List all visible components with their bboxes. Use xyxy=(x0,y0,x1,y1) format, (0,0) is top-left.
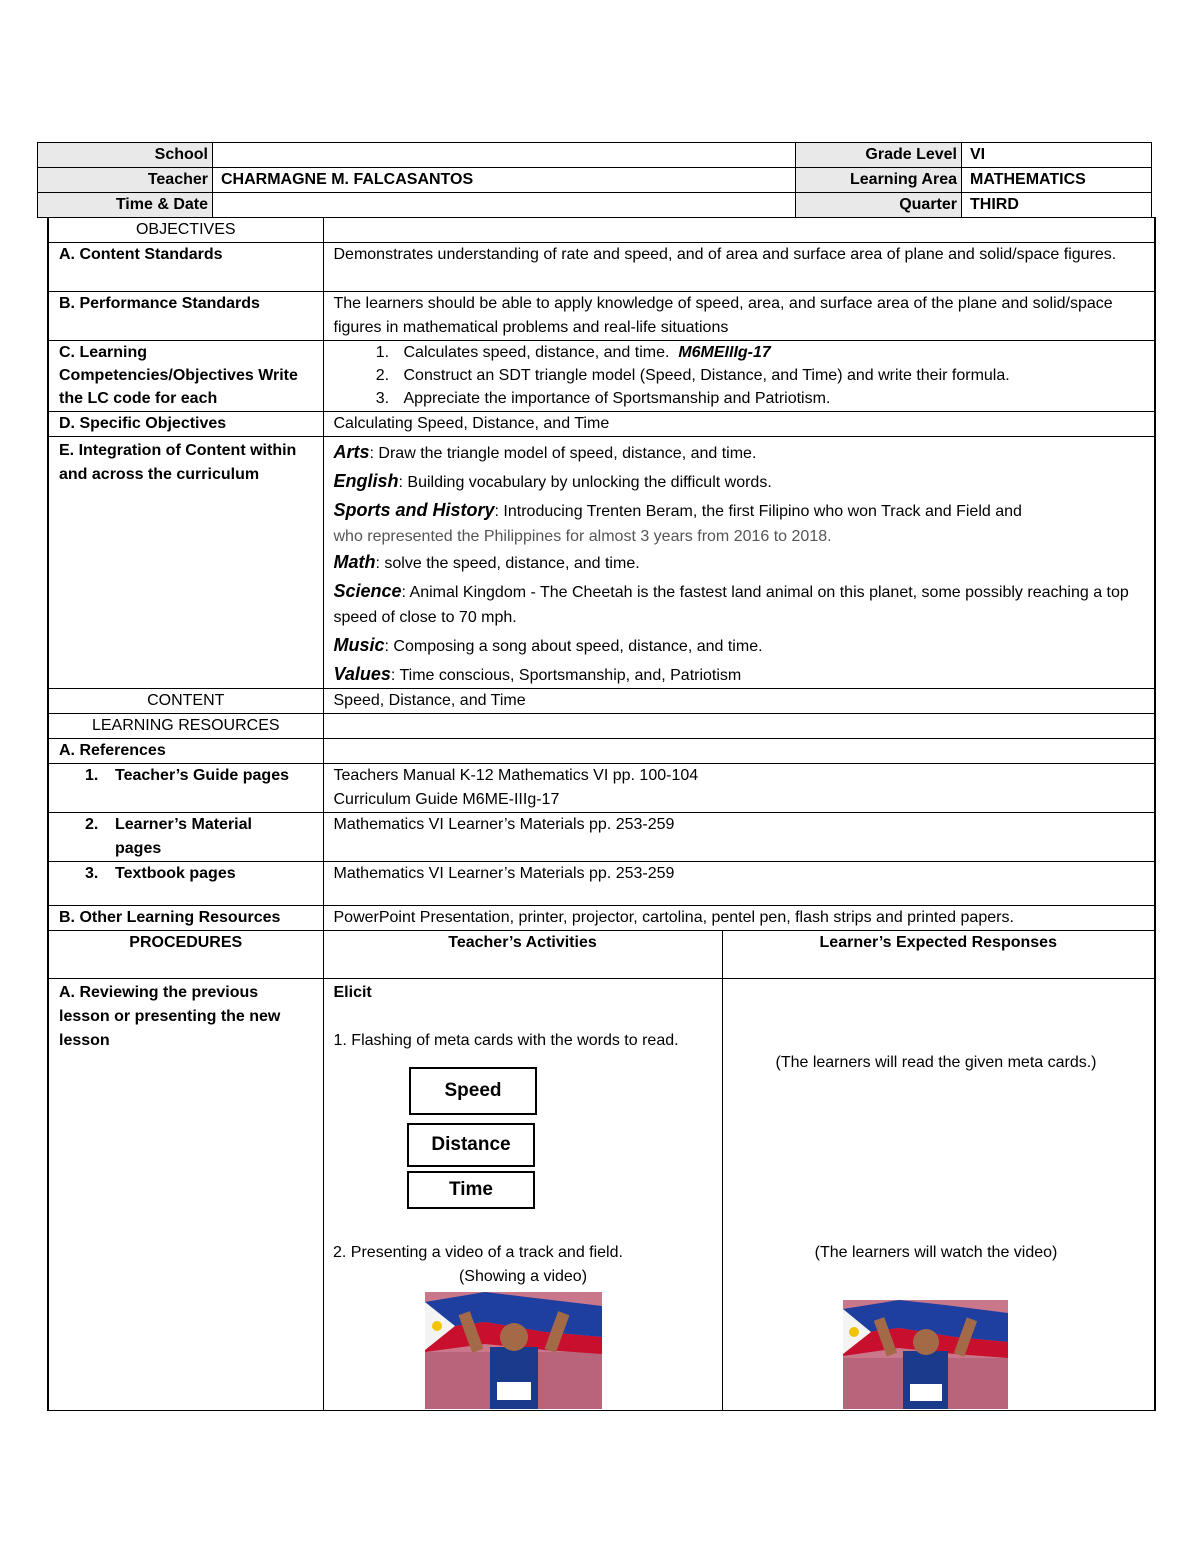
athlete-flag-image xyxy=(843,1300,1008,1409)
subject-science: Science xyxy=(333,581,402,601)
learning-resources-heading: LEARNING RESOURCES xyxy=(48,714,323,739)
header-table xyxy=(37,142,1152,218)
subject-values: Values xyxy=(333,664,391,684)
content-row xyxy=(48,689,1155,714)
step-2-note: (Showing a video) xyxy=(458,1268,588,1285)
grade-level-label: Grade Level xyxy=(796,143,962,168)
other-resources-text: PowerPoint Presentation, printer, projector, cartolina, pentel pen, flash strips and printed papers. xyxy=(323,906,1155,931)
textbook-row xyxy=(48,862,1155,906)
other-resources-row xyxy=(48,906,1155,931)
teacher-value: CHARMAGNE M. FALCASANTOS xyxy=(213,168,796,193)
competencies-list xyxy=(334,341,1145,410)
content-standards-label: A. Content Standards xyxy=(48,243,323,292)
integration-english xyxy=(334,469,1145,495)
teachers-guide-label: Teacher’s Guide pages xyxy=(115,767,289,784)
meta-card-distance: Distance xyxy=(407,1123,535,1167)
subject-math: Math xyxy=(333,552,376,572)
integration-label: E. Integration of Content within and across the curriculum xyxy=(48,437,323,689)
competency-text: Appreciate the importance of Sportsmanship and Patriotism. xyxy=(403,390,831,407)
content-standards-text: Demonstrates understanding of rate and speed, and of area and surface area of plane and solid/space figures. xyxy=(323,243,1155,292)
subject-arts: Arts xyxy=(333,442,370,462)
subject-music: Music xyxy=(333,635,385,655)
competencies-label: C. Learning Competencies/Objectives Write the LC code for each xyxy=(48,341,323,412)
content-text: Speed, Distance, and Time xyxy=(323,689,1155,714)
integration-text: : Time conscious, Sportsmanship, and, Patriotism xyxy=(390,667,742,684)
objectives-heading-empty xyxy=(323,218,1155,243)
integration-text: : Composing a song about speed, distance, and time. xyxy=(384,638,763,655)
lesson-plan-table xyxy=(47,217,1156,1411)
competency-item xyxy=(394,364,1145,387)
integration-text: : Draw the triangle model of speed, distance, and time. xyxy=(369,445,757,462)
textbook-label: Textbook pages xyxy=(115,865,236,882)
procedures-heading-row xyxy=(48,931,1155,979)
elicit-label: Elicit xyxy=(333,984,372,1001)
specific-objectives-label: D. Specific Objectives xyxy=(48,412,323,437)
integration-sports-history xyxy=(334,498,1145,524)
competency-item xyxy=(394,387,1145,410)
quarter-value: THIRD xyxy=(962,193,1152,218)
integration-music xyxy=(334,633,1145,659)
specific-objectives-row xyxy=(48,412,1155,437)
teachers-guide-row xyxy=(48,764,1155,813)
competency-text: Construct an SDT triangle model (Speed, Distance, and Time) and write their formula. xyxy=(403,367,1010,384)
integration-text: : Animal Kingdom - The Cheetah is the fastest land animal on this planet, some possibly reaching a top speed of close to 70 mph. xyxy=(333,584,1129,626)
meta-card-time: Time xyxy=(407,1171,535,1209)
teacher-activities-heading: Teacher’s Activities xyxy=(323,931,722,979)
quarter-label: Quarter xyxy=(796,193,962,218)
learners-material-row xyxy=(48,813,1155,862)
learning-area-label: Learning Area xyxy=(796,168,962,193)
textbook-text: Mathematics VI Learner’s Materials pp. 253-259 xyxy=(323,862,1155,906)
objectives-heading: OBJECTIVES xyxy=(48,218,323,243)
review-label: A. Reviewing the previous lesson or presenting the new lesson xyxy=(48,979,323,1411)
header-row-time xyxy=(38,193,1152,218)
references-empty xyxy=(323,739,1155,764)
integration-sports-history-continuation: who represented the Philippines for almost 3 years from 2016 to 2018. xyxy=(333,528,832,545)
learning-resources-empty xyxy=(323,714,1155,739)
header-row-school xyxy=(38,143,1152,168)
objectives-heading-row xyxy=(48,218,1155,243)
performance-standards-label: B. Performance Standards xyxy=(48,292,323,341)
competency-text: Calculates speed, distance, and time. xyxy=(403,344,670,361)
procedures-heading: PROCEDURES xyxy=(48,931,323,979)
school-label: School xyxy=(38,143,213,168)
lc-code: M6MEIIIg-17 xyxy=(678,344,771,361)
athlete-flag-image xyxy=(425,1292,602,1409)
subject-english: English xyxy=(333,471,399,491)
specific-objectives-text: Calculating Speed, Distance, and Time xyxy=(323,412,1155,437)
integration-row xyxy=(48,437,1155,689)
content-standards-row xyxy=(48,243,1155,292)
grade-level-value: VI xyxy=(962,143,1152,168)
learners-material-num: 2. xyxy=(85,816,99,833)
step-2-text: 2. Presenting a video of a track and field. xyxy=(333,1244,623,1261)
subject-sports-history: Sports and History xyxy=(333,500,495,520)
athlete-photo-teacher xyxy=(425,1292,602,1409)
references-label: A. References xyxy=(48,739,323,764)
performance-standards-text: The learners should be able to apply knowledge of speed, area, and surface area of the plane and solid/space figures in mathematical problems and real-life situations xyxy=(323,292,1155,341)
integration-math xyxy=(334,550,1145,576)
learning-area-value: MATHEMATICS xyxy=(962,168,1152,193)
competency-item xyxy=(394,341,1145,364)
school-value xyxy=(213,143,796,168)
learners-material-label: Learner’s Material pages xyxy=(115,816,252,857)
athlete-photo-learner xyxy=(843,1300,1008,1409)
performance-standards-row xyxy=(48,292,1155,341)
textbook-label-cell xyxy=(48,862,323,906)
teachers-guide-label-cell xyxy=(48,764,323,813)
competencies-list-cell xyxy=(323,341,1155,412)
teachers-guide-num: 1. xyxy=(85,767,99,784)
step-1-text: 1. Flashing of meta cards with the words to read. xyxy=(333,1032,679,1049)
learners-material-text: Mathematics VI Learner’s Materials pp. 253-259 xyxy=(323,813,1155,862)
content-heading: CONTENT xyxy=(48,689,323,714)
integration-text: : Introducing Trenten Beram, the first Filipino who won Track and Field and xyxy=(494,503,1022,520)
integration-text: : solve the speed, distance, and time. xyxy=(375,555,640,572)
integration-values xyxy=(334,662,1145,688)
other-resources-label: B. Other Learning Resources xyxy=(48,906,323,931)
textbook-num: 3. xyxy=(85,865,99,882)
learning-resources-heading-row xyxy=(48,714,1155,739)
response-1-text: (The learners will read the given meta cards.) xyxy=(775,1054,1097,1071)
time-date-label: Time & Date xyxy=(38,193,213,218)
integration-science xyxy=(334,579,1145,630)
time-date-value xyxy=(213,193,796,218)
learners-material-label-cell xyxy=(48,813,323,862)
meta-card-speed: Speed xyxy=(409,1067,537,1115)
teacher-label: Teacher xyxy=(38,168,213,193)
references-row xyxy=(48,739,1155,764)
learner-responses-heading: Learner’s Expected Responses xyxy=(722,931,1155,979)
teachers-guide-text-cell xyxy=(323,764,1155,813)
response-2-text: (The learners will watch the video) xyxy=(814,1244,1058,1261)
integration-arts xyxy=(334,440,1145,466)
header-row-teacher xyxy=(38,168,1152,193)
competencies-row xyxy=(48,341,1155,412)
integration-text: : Building vocabulary by unlocking the difficult words. xyxy=(398,474,772,491)
integration-cell xyxy=(323,437,1155,689)
teachers-guide-text-1: Teachers Manual K-12 Mathematics VI pp. 100-104 xyxy=(333,767,699,784)
teachers-guide-text-2: Curriculum Guide M6ME-IIIg-17 xyxy=(333,791,560,808)
